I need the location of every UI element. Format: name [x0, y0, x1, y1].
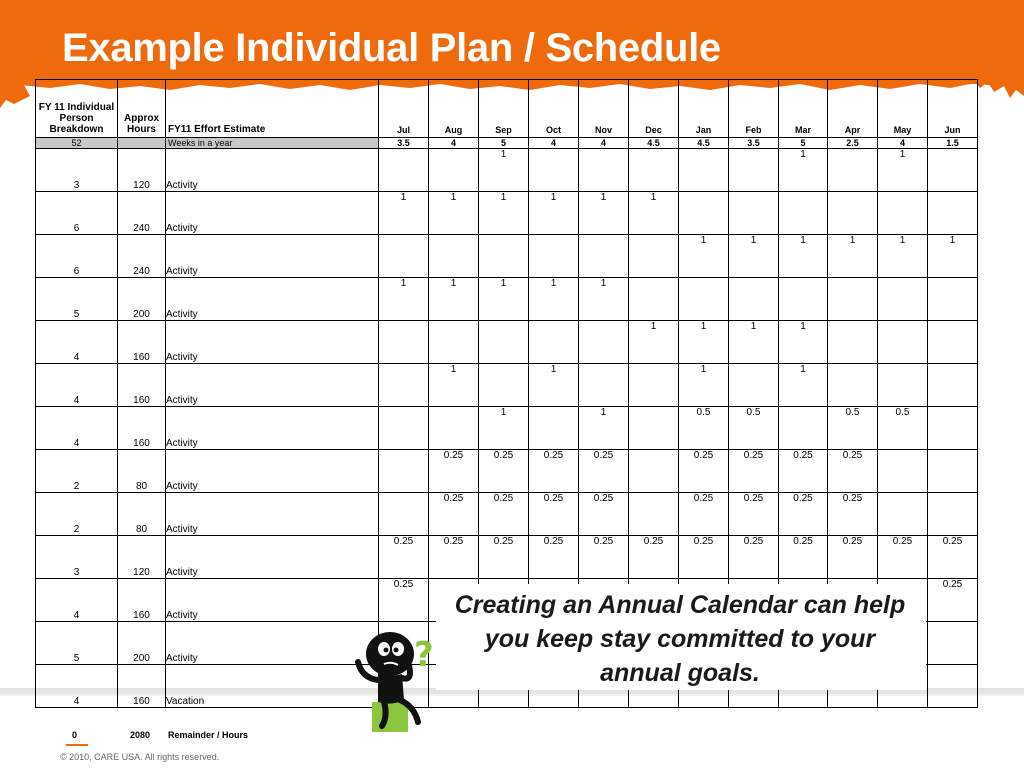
month-cell	[629, 493, 679, 536]
weeks-per-month: 2.5	[828, 138, 878, 149]
month-cell	[828, 149, 878, 192]
month-cell	[828, 321, 878, 364]
month-cell	[529, 407, 579, 450]
month-cell: 0.5	[878, 407, 928, 450]
month-cell: 1	[579, 278, 629, 321]
month-header: Aug	[429, 80, 479, 138]
month-cell: 0.25	[579, 450, 629, 493]
month-cell: 0.25	[729, 493, 779, 536]
row-hours: 160	[118, 407, 166, 450]
table-row	[36, 493, 978, 536]
month-cell	[379, 149, 429, 192]
month-cell: 0.25	[679, 536, 729, 579]
month-cell	[529, 149, 579, 192]
month-cell: 0.25	[779, 493, 828, 536]
month-cell	[928, 149, 978, 192]
weeks-per-month: 3.5	[379, 138, 429, 149]
month-header: Oct	[529, 80, 579, 138]
month-cell	[729, 149, 779, 192]
month-cell: 1	[479, 278, 529, 321]
row-hours: 120	[118, 536, 166, 579]
month-cell: 0.25	[429, 536, 479, 579]
weeks-per-month: 4.5	[629, 138, 679, 149]
month-cell	[928, 665, 978, 708]
month-cell	[579, 235, 629, 278]
copyright-footer: © 2010, CARE USA. All rights reserved.	[60, 752, 220, 762]
row-hours: 80	[118, 493, 166, 536]
month-cell	[379, 450, 429, 493]
month-cell	[629, 364, 679, 407]
month-cell	[579, 321, 629, 364]
month-cell: 0.25	[379, 536, 429, 579]
month-cell: 1	[629, 192, 679, 235]
month-cell: 0.25	[729, 450, 779, 493]
row-label: Vacation	[166, 665, 379, 708]
row-weeks: 2	[36, 450, 118, 493]
month-cell	[679, 192, 729, 235]
row-weeks: 6	[36, 192, 118, 235]
row-label: Activity	[166, 192, 379, 235]
month-cell: 1	[779, 149, 828, 192]
month-cell: 1	[429, 192, 479, 235]
figure-question-mark: ?	[414, 635, 434, 675]
weeks-per-month: 4	[878, 138, 928, 149]
month-cell: 0.25	[679, 450, 729, 493]
row-label: Activity	[166, 235, 379, 278]
month-cell: 0.25	[928, 579, 978, 622]
month-cell	[529, 235, 579, 278]
month-cell: 1	[529, 192, 579, 235]
month-header: Nov	[579, 80, 629, 138]
month-cell	[629, 149, 679, 192]
row-label: Activity	[166, 622, 379, 665]
month-cell	[779, 278, 828, 321]
row-weeks: 2	[36, 493, 118, 536]
month-cell	[479, 364, 529, 407]
month-cell	[379, 493, 429, 536]
weeks-label: Weeks in a year	[166, 138, 379, 149]
row-hours: 160	[118, 321, 166, 364]
row-weeks: 3	[36, 536, 118, 579]
month-cell	[828, 364, 878, 407]
month-header: Apr	[828, 80, 878, 138]
month-cell	[928, 622, 978, 665]
row-weeks: 3	[36, 149, 118, 192]
month-cell	[729, 364, 779, 407]
row-weeks: 4	[36, 321, 118, 364]
col-header-estimate: FY11 Effort Estimate	[166, 80, 379, 138]
month-cell	[928, 192, 978, 235]
month-cell	[429, 149, 479, 192]
row-hours: 160	[118, 665, 166, 708]
month-header: Feb	[729, 80, 779, 138]
row-hours: 120	[118, 149, 166, 192]
row-weeks: 4	[36, 579, 118, 622]
month-cell: 0.25	[579, 536, 629, 579]
month-cell	[479, 321, 529, 364]
month-cell: 1	[779, 364, 828, 407]
month-header: Mar	[779, 80, 828, 138]
totals-hours: 2080	[130, 730, 151, 740]
totals-marker	[66, 744, 88, 746]
month-header: Jun	[928, 80, 978, 138]
month-cell	[629, 278, 679, 321]
table-row	[36, 149, 978, 192]
month-cell: 1	[529, 278, 579, 321]
month-cell: 1	[679, 235, 729, 278]
row-label: Activity	[166, 321, 379, 364]
month-cell	[878, 192, 928, 235]
month-cell: 1	[679, 321, 729, 364]
month-cell	[878, 364, 928, 407]
header-row	[36, 80, 978, 138]
month-cell: 1	[729, 321, 779, 364]
row-hours: 160	[118, 364, 166, 407]
row-label: Activity	[166, 579, 379, 622]
month-cell	[479, 235, 529, 278]
month-cell: 1	[479, 149, 529, 192]
table-row	[36, 192, 978, 235]
month-cell	[928, 321, 978, 364]
table-row	[36, 450, 978, 493]
month-cell: 0.25	[779, 450, 828, 493]
month-cell	[379, 235, 429, 278]
month-cell	[379, 321, 429, 364]
row-label: Activity	[166, 364, 379, 407]
month-header: May	[878, 80, 928, 138]
month-cell: 1	[629, 321, 679, 364]
month-cell: 0.5	[729, 407, 779, 450]
confused-person-icon	[348, 622, 444, 734]
month-cell	[429, 235, 479, 278]
weeks-row	[36, 138, 978, 149]
month-cell: 0.25	[828, 536, 878, 579]
row-weeks: 6	[36, 235, 118, 278]
row-hours: 240	[118, 235, 166, 278]
month-cell: 1	[579, 192, 629, 235]
month-cell	[928, 278, 978, 321]
month-cell: 0.25	[529, 536, 579, 579]
month-cell: 1	[828, 235, 878, 278]
weeks-per-month: 3.5	[729, 138, 779, 149]
slide-title: Example Individual Plan / Schedule	[62, 26, 721, 70]
weeks-per-month: 4	[429, 138, 479, 149]
month-cell: 0.25	[729, 536, 779, 579]
month-cell: 1	[729, 235, 779, 278]
row-label: Activity	[166, 493, 379, 536]
month-cell: 1	[429, 364, 479, 407]
row-label: Activity	[166, 536, 379, 579]
month-cell: 0.25	[928, 536, 978, 579]
row-hours: 160	[118, 579, 166, 622]
month-cell	[529, 321, 579, 364]
month-cell	[379, 407, 429, 450]
weeks-total: 52	[36, 138, 118, 149]
row-hours: 200	[118, 278, 166, 321]
month-cell: 0.25	[828, 493, 878, 536]
month-cell	[828, 278, 878, 321]
weeks-per-month: 4	[529, 138, 579, 149]
weeks-per-month: 5	[479, 138, 529, 149]
month-cell: 1	[529, 364, 579, 407]
month-cell: 1	[779, 321, 828, 364]
col-header-breakdown: FY 11 Individual Person Breakdown	[36, 80, 118, 138]
month-cell	[429, 321, 479, 364]
weeks-per-month: 5	[779, 138, 828, 149]
weeks-per-month: 4.5	[679, 138, 729, 149]
table-row	[36, 364, 978, 407]
month-cell: 0.25	[479, 450, 529, 493]
month-cell	[429, 407, 479, 450]
month-cell: 0.25	[429, 493, 479, 536]
month-header: Jan	[679, 80, 729, 138]
month-cell: 1	[928, 235, 978, 278]
month-cell	[729, 278, 779, 321]
row-weeks: 5	[36, 622, 118, 665]
totals-weeks: 0	[72, 730, 78, 740]
row-label: Activity	[166, 407, 379, 450]
month-header: Dec	[629, 80, 679, 138]
month-cell: 1	[379, 278, 429, 321]
month-cell: 0.25	[379, 579, 429, 622]
row-weeks: 4	[36, 364, 118, 407]
month-cell	[379, 364, 429, 407]
month-header: Jul	[379, 80, 429, 138]
row-label: Activity	[166, 149, 379, 192]
month-cell: 1	[379, 192, 429, 235]
row-weeks: 4	[36, 407, 118, 450]
month-cell	[629, 407, 679, 450]
month-cell: 0.25	[479, 536, 529, 579]
month-cell: 0.25	[529, 450, 579, 493]
month-cell	[579, 364, 629, 407]
month-cell	[679, 278, 729, 321]
row-weeks: 5	[36, 278, 118, 321]
month-cell	[629, 450, 679, 493]
month-cell	[629, 235, 679, 278]
month-cell: 1	[429, 278, 479, 321]
month-cell: 0.25	[579, 493, 629, 536]
month-cell: 0.25	[828, 450, 878, 493]
table-row	[36, 235, 978, 278]
table-row	[36, 321, 978, 364]
month-cell	[928, 364, 978, 407]
month-cell: 1	[878, 235, 928, 278]
row-weeks: 4	[36, 665, 118, 708]
month-cell: 0.25	[878, 536, 928, 579]
row-hours: 200	[118, 622, 166, 665]
weeks-per-month: 1.5	[928, 138, 978, 149]
month-cell: 0.5	[679, 407, 729, 450]
month-cell: 1	[579, 407, 629, 450]
month-header: Sep	[479, 80, 529, 138]
month-cell	[828, 192, 878, 235]
table-row	[36, 536, 978, 579]
col-header-hours: Approx Hours	[118, 80, 166, 138]
month-cell	[878, 321, 928, 364]
month-cell: 1	[878, 149, 928, 192]
month-cell: 0.5	[828, 407, 878, 450]
row-hours: 240	[118, 192, 166, 235]
weeks-per-month: 4	[579, 138, 629, 149]
month-cell	[779, 192, 828, 235]
row-hours: 80	[118, 450, 166, 493]
row-label: Activity	[166, 278, 379, 321]
month-cell: 0.25	[429, 450, 479, 493]
month-cell: 1	[479, 192, 529, 235]
callout-text: Creating an Annual Calendar can help you keep stay committed to your annual goals.	[454, 591, 906, 687]
month-cell: 0.25	[529, 493, 579, 536]
month-cell: 1	[679, 364, 729, 407]
month-cell: 0.25	[629, 536, 679, 579]
month-cell	[729, 192, 779, 235]
table-row	[36, 278, 978, 321]
banner-left-splash	[0, 0, 38, 110]
month-cell	[878, 493, 928, 536]
month-cell: 0.25	[779, 536, 828, 579]
month-cell	[878, 450, 928, 493]
month-cell: 0.25	[479, 493, 529, 536]
totals-label: Remainder / Hours	[168, 730, 249, 740]
weeks-hours-blank	[118, 138, 166, 149]
month-cell	[579, 149, 629, 192]
month-cell	[679, 149, 729, 192]
month-cell: 1	[779, 235, 828, 278]
month-cell	[928, 450, 978, 493]
month-cell: 1	[479, 407, 529, 450]
month-cell: 0.25	[679, 493, 729, 536]
month-cell	[928, 407, 978, 450]
month-cell	[928, 493, 978, 536]
row-label: Activity	[166, 450, 379, 493]
month-cell	[878, 278, 928, 321]
table-row	[36, 407, 978, 450]
month-cell	[779, 407, 828, 450]
